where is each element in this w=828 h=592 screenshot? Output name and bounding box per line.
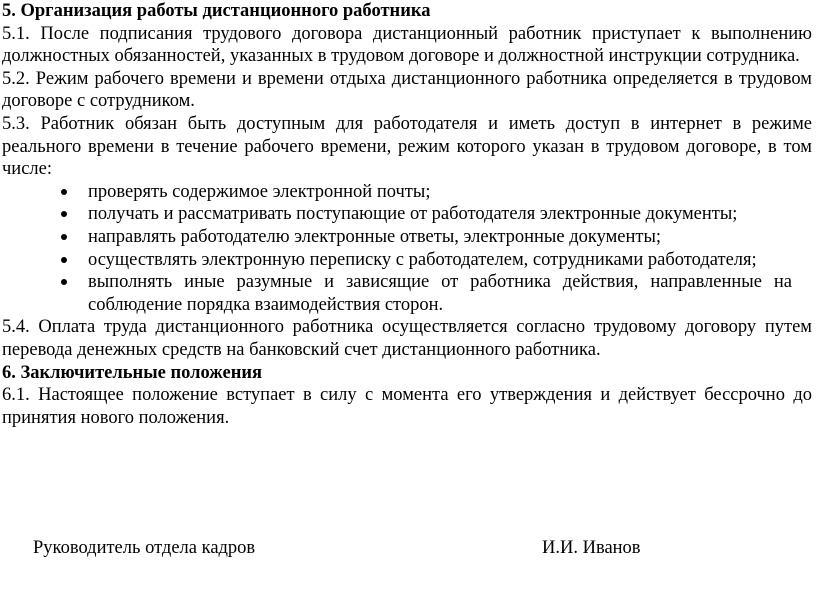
list-item <box>2 249 812 272</box>
paragraph-5-1: 5.1. После подписания трудового договора дистанционный работник приступает к выполнению должностных обязанностей, указанных в трудовом договоре и должностной инструкции сотрудника. <box>2 23 812 67</box>
signatory-name: И.И. Иванов <box>542 538 641 558</box>
signatory-role: Руководитель отдела кадров <box>33 538 256 558</box>
bullet-icon <box>61 189 67 195</box>
bullet-icon <box>61 279 67 285</box>
list-item-text: направлять работодателю электронные ответы, электронные документы; <box>88 226 662 247</box>
list-item-text: осуществлять электронную переписку с работодателем, сотрудниками работодателя; <box>88 249 757 270</box>
list-item <box>2 203 812 226</box>
paragraph-5-4: 5.4. Оплата труда дистанционного работника осуществляется согласно трудовому договору путем перевода денежных средств на банковский счет дистанционного работника. <box>2 317 812 360</box>
paragraph-6-1: 6.1. Настоящее положение вступает в силу с момента его утверждения и действует бессрочно до принятия нового положения. <box>2 385 812 428</box>
list-item <box>2 271 812 316</box>
paragraph-5-2: 5.2. Режим рабочего времени и времени отдыха дистанционного работника определяется в трудовом договоре с сотрудником. <box>2 68 812 112</box>
bullet-icon <box>61 257 67 263</box>
paragraph-5-3: 5.3. Работник обязан быть доступным для работодателя и иметь доступ в интернет в режиме реального времени в течение рабочего времени, режим которого указан в трудовом договоре, в том числе: <box>2 113 812 180</box>
duties-list <box>2 181 812 317</box>
list-item <box>2 226 812 249</box>
list-item-text: получать и рассматривать поступающие от работодателя электронные документы; <box>88 204 738 225</box>
list-item-text: проверять содержимое электронной почты; <box>88 181 431 202</box>
bullet-icon <box>61 234 67 240</box>
bullet-icon <box>61 211 67 217</box>
list-item <box>2 181 812 204</box>
section-5-heading: 5. Организация работы дистанционного работника <box>2 1 431 21</box>
list-item-text: выполнять иные разумные и зависящие от работника действия, направленные на соблюдение порядка взаимодействия сторон. <box>88 272 792 315</box>
section-6-heading: 6. Заключительные положения <box>2 362 263 383</box>
signature-block <box>0 537 828 561</box>
